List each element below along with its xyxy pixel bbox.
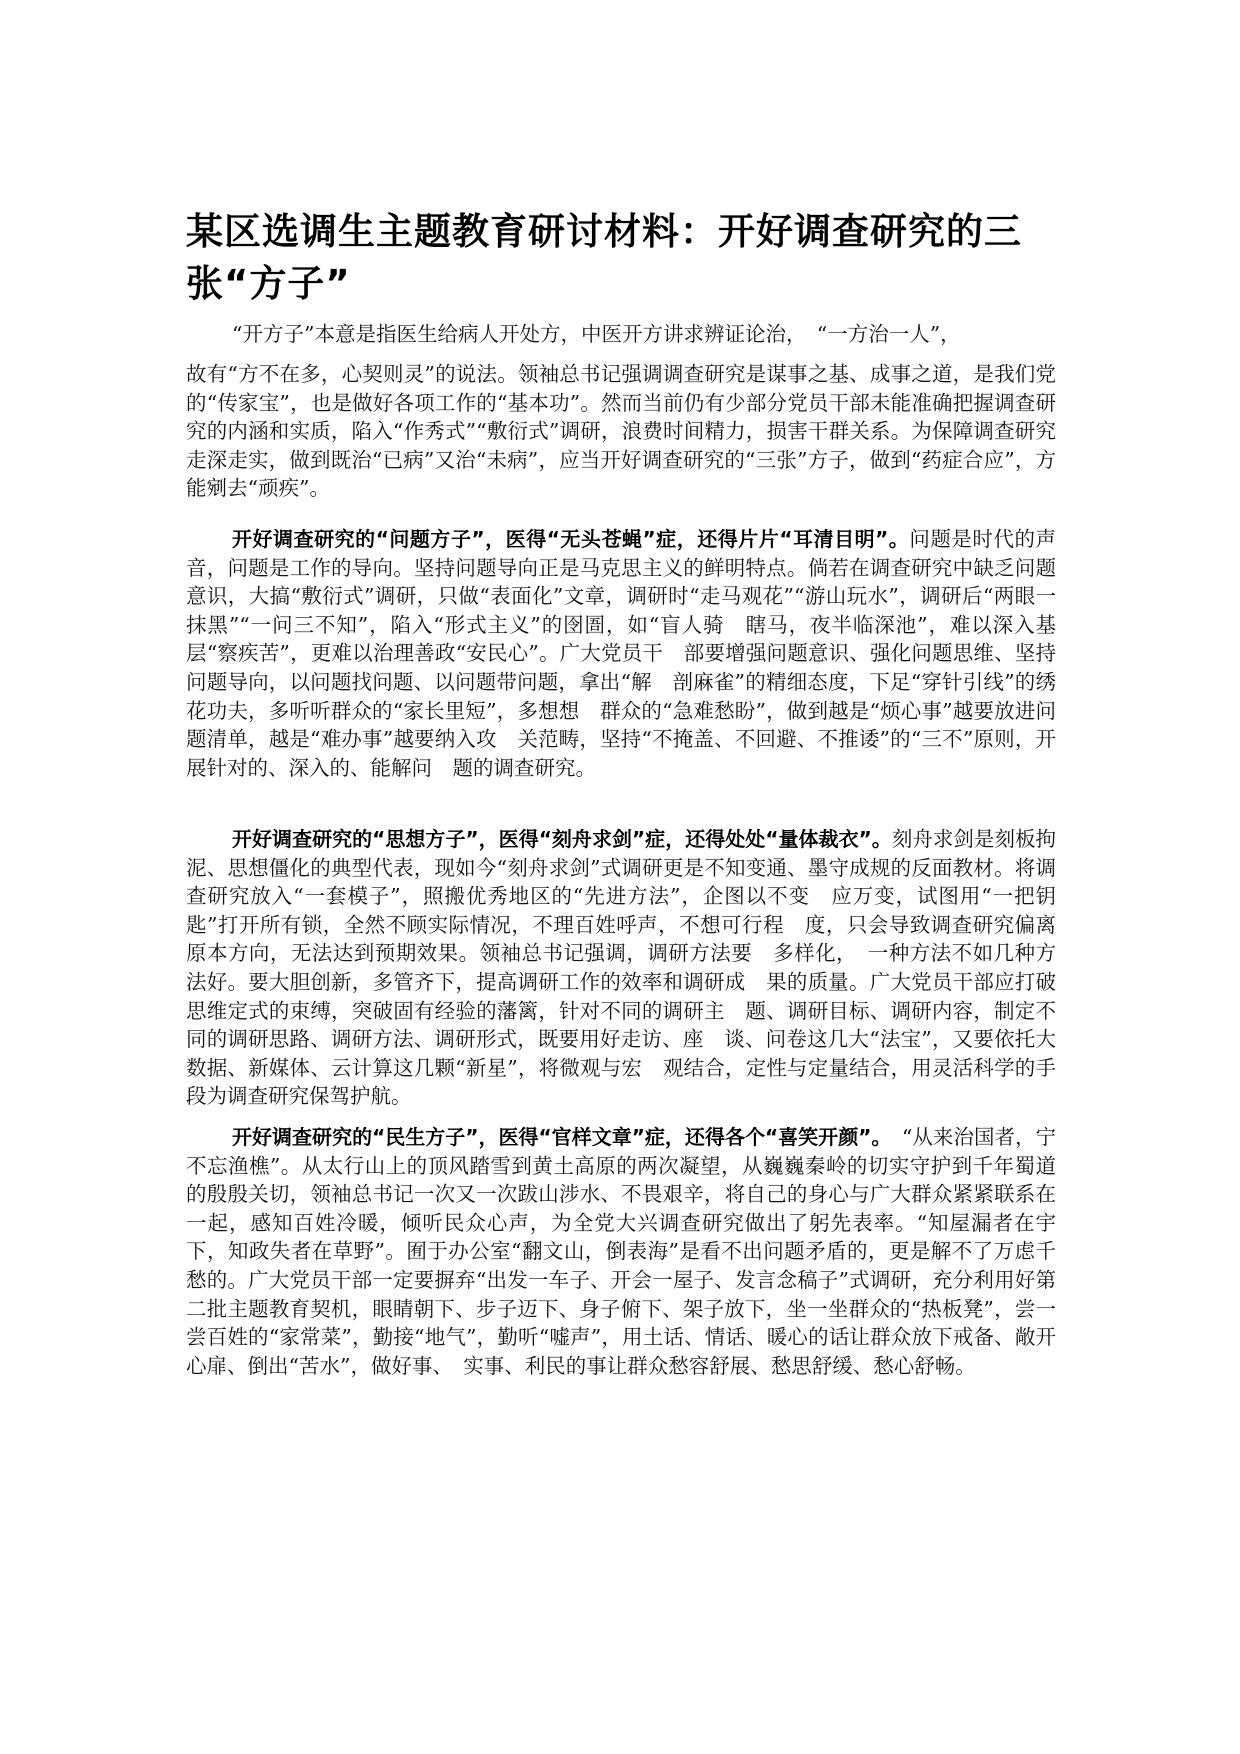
section-lead-thinking: 开好调查研究的“思想方子”，医得“刻舟求剑”症，还得处处“量体裁衣”。 xyxy=(232,827,892,851)
section-lead-livelihood: 开好调查研究的“民生方子”，医得“官样文章”症，还得各个“喜笑开颜”。 xyxy=(232,1125,882,1149)
document-title: 某区选调生主题教育研讨材料：开好调查研究的三张“方子” xyxy=(186,210,1022,305)
section-paragraph-problem xyxy=(186,525,1056,782)
section-text-problem: 问题是时代的声音，问题是工作的导向。坚持问题导向正是马克思主义的鲜明特点。倘若在调查研究中缺乏问题意识，大搞“敷衍式”调研，只做“表面化”文章，调研时“走马观花”“游山玩水”，调研后“两眼一抹黑”“一问三不知”，陷入“形式主义”的囹圄，如“盲人骑 瞎马，夜半临深池”，难以深入基层“察疾苦”，更难以治理善政“安民心”。广大党员干 部要增强问题意识、强化问题思维、坚持问题导向，以问题找问题、以问题带问题，拿出“解 剖麻雀”的精细态度，下足“穿针引线”的绣花功夫，多听听群众的“家长里短”，多想想 群众的“急难愁盼”，做到越是“烦心事”越要放进问题清单，越是“难办事”越要纳入攻 关范畴，坚持“不掩盖、不回避、不推诿”的“三不”原则，开展针对的、深入的、能解问 题的调查研究。 xyxy=(186,527,1056,780)
section-paragraph-thinking xyxy=(186,825,1056,1111)
section-paragraph-livelihood xyxy=(186,1123,1056,1380)
intro-first-line: “开方子”本意是指医生给病人开处方，中医开方讲求辨证论治， “一方治一人”， xyxy=(232,322,961,346)
section-lead-problem: 开好调查研究的“问题方子”，医得“无头苍蝇”症，还得片片“耳清目明”。 xyxy=(232,527,910,551)
intro-paragraph: 故有“方不在多，心契则灵”的说法。领袖总书记强调调查研究是谋事之基、成事之道，是我们党的“传家宝”，也是做好各项工作的“基本功”。然而当前仍有少部分党员干部未能准确把握调查研究的内涵和实质，陷入“作秀式”“敷衍式”调研，浪费时间精力，损害干群关系。为保障调查研究走深走实，做到既治“已病”又治“未病”，应当开好调查研究的“三张”方子，做到“药症合应”，方能剜去“顽疾”。 xyxy=(186,362,1056,501)
section-text-livelihood: “从来治国者，宁不忘渔樵”。从太行山上的顶风踏雪到黄土高原的两次凝望，从巍巍秦岭的切实守护到千年蜀道的殷殷关切，领袖总书记一次又一次跋山涉水、不畏艰辛，将自己的身心与广大群众紧紧联系在一起，感知百姓冷暖，倾听民众心声，为全党大兴调查研究做出了躬先表率。“知屋漏者在宇下，知政失者在草野”。囿于办公室“翻文山，倒表海”是看不出问题矛盾的，更是解不了万虑千愁的。广大党员干部一定要摒弃“出发一车子、开会一屋子、发言念稿子”式调研，充分利用好第二批主题教育契机，眼睛朝下、步子迈下、身子俯下、架子放下，坐一坐群众的“热板凳”，尝一尝百姓的“家常菜”，勤接“地气”，勤听“嘘声”，用土话、情话、暖心的话让群众放下戒备、敞开心扉、倒出“苦水”，做好事、 实事、利民的事让群众愁容舒展、愁思舒缓、愁心舒畅。 xyxy=(186,1125,1056,1378)
section-text-thinking: 刻舟求剑是刻板拘泥、思想僵化的典型代表，现如今“刻舟求剑”式调研更是不知变通、墨守成规的反面教材。将调查研究放入“一套模子”，照搬优秀地区的“先进方法”，企图以不变 应万变，试图用“一把钥匙”打开所有锁，全然不顾实际情况，不理百姓呼声，不想可行程 度，只会导致调查研究偏离原本方向，无法达到预期效果。领袖总书记强调，调研方法要 多样化， 一种方法不如几种方法好。要大胆创新，多管齐下，提高调研工作的效率和调研成 果的质量。广大党员干部应打破思维定式的束缚，突破固有经验的藩篱，针对不同的调研主 题、调研目标、调研内容，制定不同的调研思路、调研方法、调研形式，既要用好走访、座 谈、问卷这几大“法宝”，又要依托大数据、新媒体、云计算这几颗“新星”，将微观与宏 观结合，定性与定量结合，用灵活科学的手段为调查研究保驾护航。 xyxy=(186,827,1056,1109)
